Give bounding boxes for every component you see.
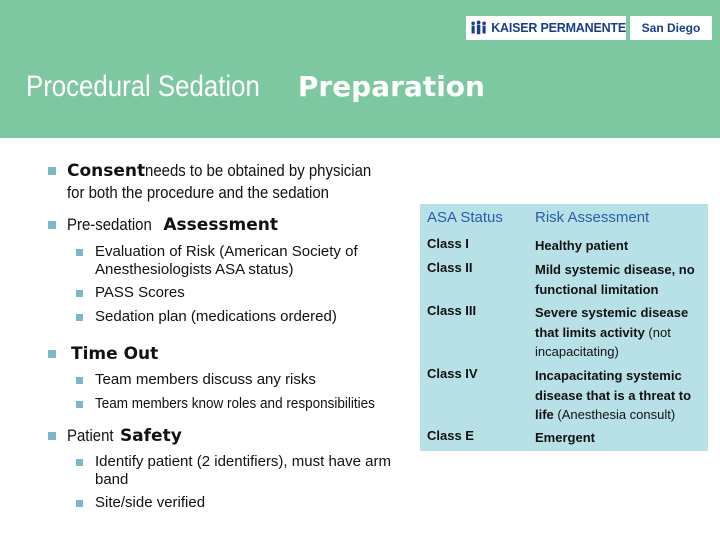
risk-note: (Anesthesia consult): [553, 407, 676, 422]
asa-class: Class II: [427, 260, 473, 275]
time-out-keyword: Time Out: [71, 344, 159, 364]
sub-bullet: [76, 453, 406, 489]
asa-class: Class IV: [427, 366, 478, 381]
title-part-1: Procedural Sedation: [26, 70, 260, 103]
table-row: [420, 428, 708, 451]
sub-bullet: [76, 494, 205, 512]
bullet-square-icon: [76, 249, 83, 256]
region-text: San Diego: [641, 21, 701, 35]
header-asa-status: ASA Status: [427, 209, 503, 226]
risk-note: (not incapacitating): [535, 324, 671, 359]
title-part-2: Preparation: [297, 70, 485, 103]
bullet-assessment: [48, 214, 278, 236]
bullet-square-icon: [48, 432, 56, 440]
consent-text-1: needs to be obtained by physician: [145, 161, 372, 180]
assessment-prefix: Pre-sedation: [67, 215, 152, 234]
sub-bullet: [76, 308, 337, 326]
bullet-consent: [48, 160, 402, 204]
risk-text: Incapacitating systemic disease that is a threat to life: [535, 368, 692, 422]
sub-bullet-text: Identify patient (2 identifiers), must have arm band: [95, 453, 391, 488]
sub-bullet: [76, 395, 406, 413]
bullet-time-out: [48, 343, 158, 365]
bullet-square-icon: [48, 350, 56, 358]
asa-status-table: [420, 204, 708, 451]
risk-text: Emergent: [535, 430, 595, 445]
table-row: [420, 260, 708, 303]
bullet-square-icon: [76, 401, 83, 408]
sub-bullet: [76, 243, 396, 279]
sub-bullet-text: PASS Scores: [95, 284, 185, 301]
assessment-keyword: Assessment: [163, 215, 279, 235]
bullet-square-icon: [76, 290, 83, 297]
safety-keyword: Safety: [119, 426, 182, 446]
safety-prefix: Patient: [67, 426, 114, 445]
sub-bullet: [76, 371, 316, 389]
table-row: [420, 366, 708, 428]
header-risk-assessment: Risk Assessment: [535, 209, 650, 226]
bullet-square-icon: [76, 377, 83, 384]
asa-class: Class E: [427, 428, 474, 443]
bullet-square-icon: [48, 221, 56, 229]
asa-class: Class III: [427, 303, 477, 318]
table-row: [420, 303, 708, 366]
bullet-square-icon: [76, 314, 83, 321]
sub-bullet-text: Site/side verified: [95, 494, 206, 511]
logo-text: KAISER PERMANENTE: [491, 21, 626, 35]
risk-text: Severe systemic disease that limits activity: [535, 305, 689, 340]
sub-bullet-text: Team members discuss any risks: [95, 371, 316, 388]
risk-text: Mild systemic disease, no functional limitation: [535, 262, 695, 297]
bullet-safety: [48, 425, 182, 447]
bullet-square-icon: [76, 459, 83, 466]
sub-bullet: [76, 284, 185, 302]
sub-bullet-text: Sedation plan (medications ordered): [95, 308, 337, 325]
table-row: [420, 236, 708, 260]
sub-bullet-text: Evaluation of Risk (American Society of Anesthesiologists ASA status): [95, 243, 358, 278]
bullet-square-icon: [48, 167, 56, 175]
sub-bullet-text: Team members know roles and responsibilities: [95, 395, 375, 412]
consent-text-2: for both the procedure and the sedation: [67, 183, 329, 202]
consent-keyword: Consent: [67, 161, 146, 181]
bullet-square-icon: [76, 500, 83, 507]
risk-text: Healthy patient: [535, 238, 629, 253]
table-header-row: [420, 204, 708, 236]
asa-class: Class I: [427, 236, 469, 251]
